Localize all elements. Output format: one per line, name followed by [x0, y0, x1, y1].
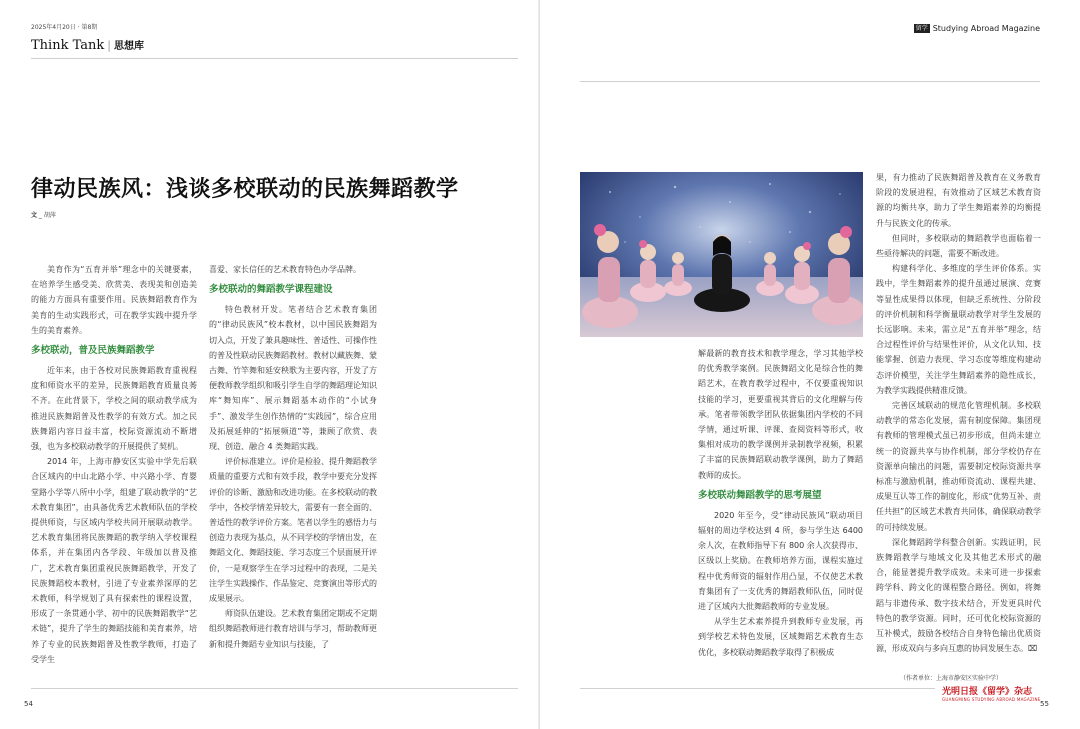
header-rule [31, 58, 518, 59]
paragraph: 2014 年，上海市静安区实验中学先后联合区域内的中山北路小学、中兴路小学、育婴堂路小学等八所中小学，组建了联动教学的“艺术教育集团”，由具备优秀艺术教师队伍的学校提供师资，与区域内学校共同开展联动教学。艺术教育集团将民族舞蹈的教学纳入学校课程体系，并在集团内各学段、年级加以普及推广，艺术教育集团重视民族舞蹈教学，开发了民族舞蹈校本教材，引进了专业素养深厚的艺术教师，科学规划了具有探索性的课程设置，形成了一条贯通小学、初中的民族舞蹈教学“艺术链”，提升了学生的舞蹈技能和美育素养，培养了专业的民族舞蹈普及性教学教师，打造了受学生 [31, 457, 197, 664]
magazine-logo-icon: 留学 [915, 25, 928, 32]
paragraph: 构建科学化、多维度的学生评价体系。实践中，学生舞蹈素养的提升虽通过展演、竞赛等显性成果得以体现，但缺乏系统性、分阶段的评价机制和科学衡量联动教学对学生发展的长远影响。未来，需立足“五育并举”理念，结合过程性评价与结果性评价，从文化认知、技能掌握、创造力表现、学习态度等维度构建动态评价模型，关注学生舞蹈素养的隐性成长，为教学实践提供精准反馈。 [876, 264, 1041, 395]
paragraph: 从学生艺术素养提升到教师专业发展，再到学校艺术特色发展，区域舞蹈艺术教育生态优化，多校联动舞蹈教学取得了积极成 [698, 617, 863, 657]
text-column-4 [876, 170, 1041, 670]
paragraph: 评价标准建立。评价是检验、提升舞蹈教学质量的重要方式和有效手段，教学中要充分发挥评价的诊断、激励和改进功能。在多校联动的教学中，各校学情差异较大，需要有一套全面的、普适性的教学评价方案。笔者以学生的感悟力与创造力表现为基点，从不同学校的学情出发，在舞蹈文化、舞蹈技能、学习态度三个层面展开评价，一是观察学生在学习过程中的表现，二是关注学生实践操作、作品鉴定、竞赛演出等形式的成果展示。 [209, 457, 377, 604]
subheading: 多校联动的舞蹈教学课程建设 [209, 284, 333, 296]
paragraph: 解最新的教育技术和教学理念，学习其他学校的优秀教学案例。民族舞蹈文化是综合性的舞蹈艺术，在教育教学过程中，不仅要重视知识技能的学习，更要重视其背后的文化理解与传承。笔者带领教学团队依据集团内学校的不同学情，通过听课、评课、查阅资料等形式，收集相对成功的教学课例并录制教学视频，积累了丰富的民族舞蹈联动教学课例，助力了舞蹈教师的成长。 [698, 349, 863, 480]
paragraph: 完善区域联动的规范化管理机制。多校联动教学的常态化发展，需有制度保障。集团现有教师的管理模式虽已初步形成，但尚未建立统一的资源共享与协作机制，部分学校仍存在资源单向输出的问题，需要制定校际资源共享标准与激励机制，推动师资流动、课程共建、成果互认等工作的制度化，形成“优势互补、责任共担”的区域艺术教育共同体，确保联动教学的可持续发展。 [876, 401, 1041, 532]
section-en: Think Tank [31, 38, 105, 53]
paragraph: 近年来，由于各校对民族舞蹈教育重视程度和师资水平的差异，民族舞蹈教育质量良莠不齐。在此背景下，学校之间的联动教学成为推进民族舞蹈普及性教学的有效方式。加之民族舞蹈内容日益丰富，校际资源流动不断增强，也为多校联动教学的开展提供了契机。 [31, 366, 197, 452]
text-column-2 [209, 262, 377, 690]
brand-subtitle: GUANGMING STUDYING ABROAD MAGAZINE [942, 697, 1041, 702]
section-cn: 思想库 [113, 41, 144, 52]
paragraph: 特色教材开发。笔者结合艺术教育集团的“律动民族风”校本教材，以中国民族舞蹈为切入点，开发了兼具趣味性、普适性、可操作性的普及性联动民族舞蹈教材。教材以藏族舞、蒙古舞、竹竿舞和延安秧歌为主要内容，开发了方便教师教学组织和吸引学生自学的舞蹈理论知识库“舞知库”、展示舞蹈基本动作的“小试身手”、激发学生创作热情的“实践园”，综合应用及拓展延伸的“拓展频道”等，兼顾了欣赏、表现、创造、融合 4 类舞蹈实践。 [209, 305, 377, 452]
masthead-title: Studying Abroad Magazine [932, 24, 1040, 33]
page-number-right: 55 [1040, 700, 1049, 708]
footer-rule [580, 688, 935, 689]
dateline: 2025年4月20日 · 第8期 [31, 24, 98, 31]
brand-name: 光明日报《留学》杂志 [942, 687, 1033, 697]
paragraph: 果，有力推动了民族舞蹈普及教育在义务教育阶段的发展进程，有效推动了区域艺术教育资源的均衡共享，助力了学生舞蹈素养的均衡提升与民族文化的传承。 [876, 173, 1041, 228]
brand-logo [942, 684, 1041, 702]
paragraph: 但同时，多校联动的舞蹈教学也面临着一些亟待解决的问题，需要不断改进。 [876, 233, 1041, 259]
byline-prefix: 文 [31, 212, 38, 219]
author-affiliation: （作者单位：上海市静安区实验中学） [900, 675, 1003, 682]
paragraph: 喜爱、家长信任的艺术教育特色办学品牌。 [209, 265, 361, 274]
section-header [31, 37, 144, 53]
page-number-left: 54 [24, 700, 33, 708]
text-column-1 [31, 262, 197, 682]
masthead [914, 24, 1040, 33]
paragraph: 美育作为“五育并举”理念中的关键要素，在培养学生感受美、欣赏美、表现美和创造美的能力方面具有重要作用。民族舞蹈教育作为美育的生动实践形式，可在教学实践中提升学生的美育素养。 [31, 265, 197, 335]
subheading: 多校联动舞蹈教学的思考展望 [698, 489, 822, 501]
header-rule [580, 81, 1040, 82]
text-column-3 [698, 346, 863, 701]
dance-class-photo [580, 172, 863, 337]
paragraph: 2020 年至今，受“律动民族风”联动项目辐射的周边学校达到 4 所，参与学生达 6400 余人次，在教师指导下有 800 余人次获得市、区级以上奖励。在教师培养方面，课程实施过程中优秀师资的辐射作用凸显，不仅使艺术教育集团有了一支优秀的舞蹈教师队伍，同时促进了区域内大批舞蹈教师的专业发展。 [698, 510, 863, 612]
paragraph [876, 535, 1041, 657]
paragraph: 师资队伍建设。艺术教育集团定期或不定期组织舞蹈教师进行教育培训与学习，帮助教师更新和提升舞蹈专业知识与技能，了 [209, 609, 377, 649]
byline-author: 胡萍 [43, 212, 56, 219]
article-title: 律动民族风：浅谈多校联动的民族舞蹈教学 [31, 177, 459, 202]
end-mark-icon: ⌧ [1028, 644, 1038, 654]
footer-rule [31, 688, 518, 689]
byline: 文 _ 胡萍 [31, 212, 56, 219]
section-divider: | [107, 39, 111, 52]
paragraph-text: 深化舞蹈跨学科整合创新。实践证明，民族舞蹈教学与地域文化及其他艺术形式的融合，能显著提升教学成效。未来可进一步探索跨学科、跨文化的课程整合路径。例如，将舞蹈与非遗传承、数字技术结合，开发更具时代特色的教学资源。同时，还可优化校际资源的互补模式，鼓励各校结合自身特色输出优质资源，形成双向与多向互惠的协同发展生态。 [876, 537, 1041, 654]
subheading: 多校联动，普及民族舞蹈教学 [31, 345, 155, 357]
